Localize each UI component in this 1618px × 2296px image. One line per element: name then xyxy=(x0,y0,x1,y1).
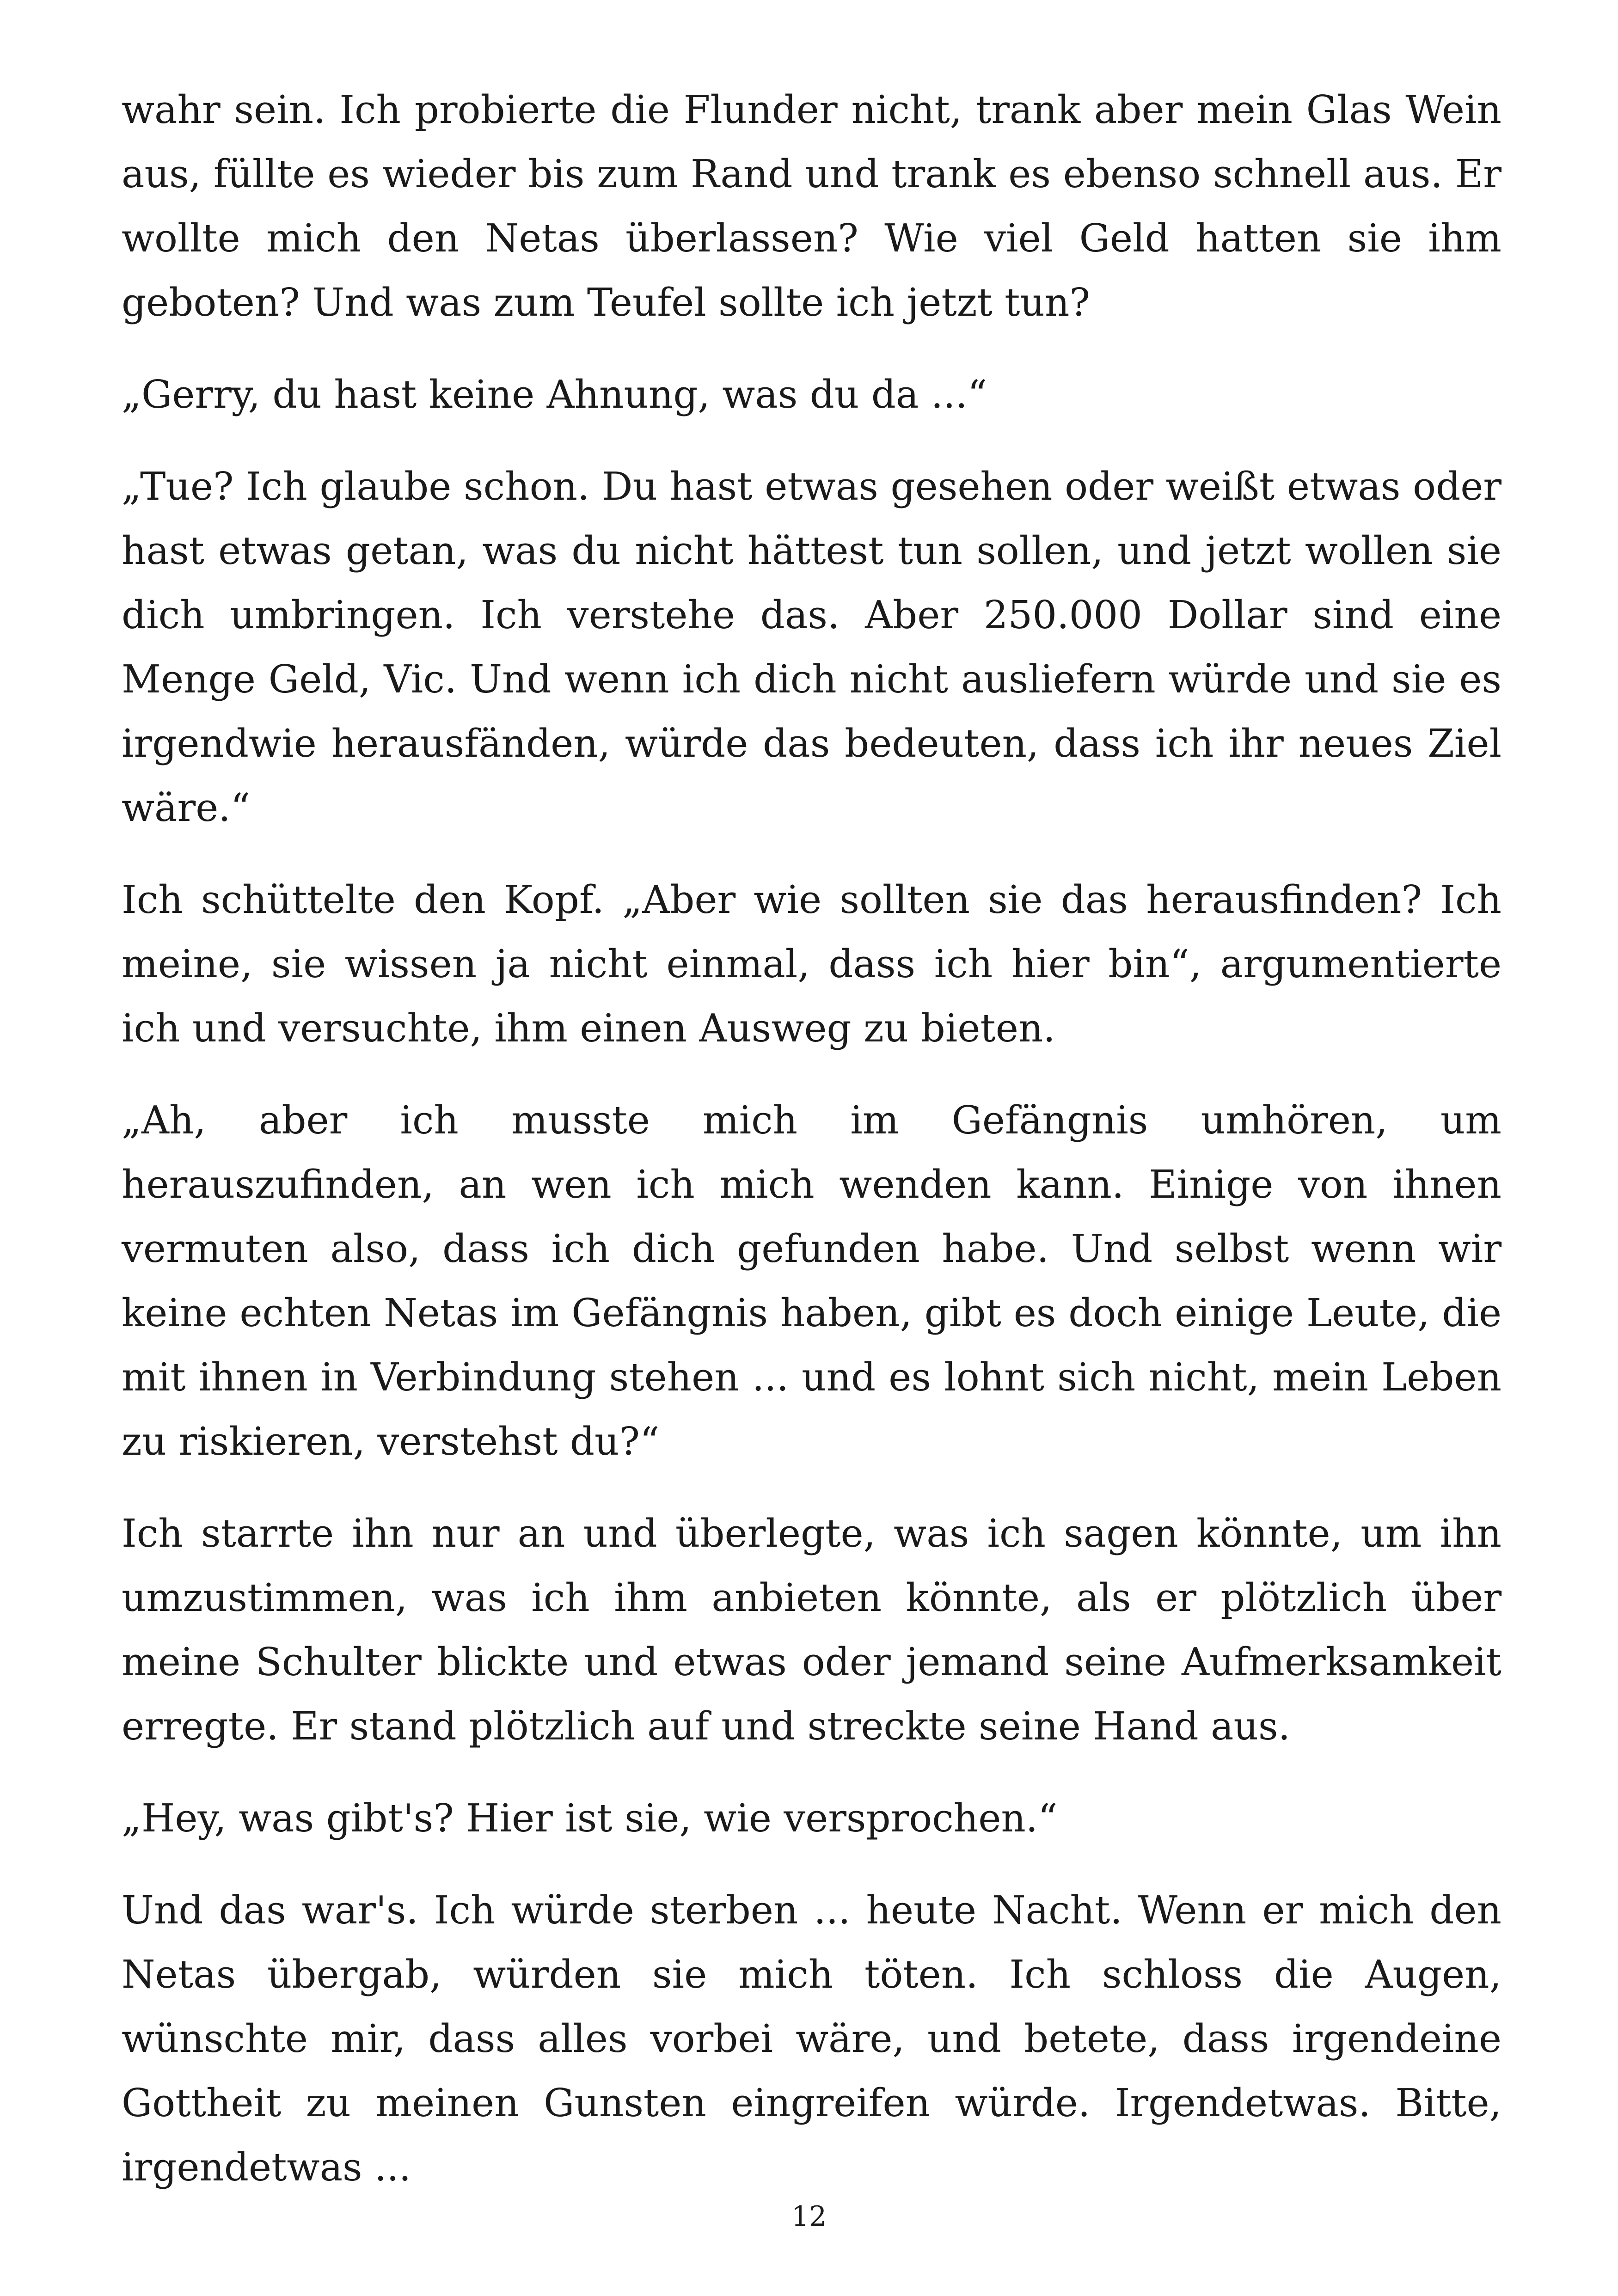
paragraph-8: Und das war's. Ich würde sterben ... heute Nacht. Wenn er mich den Netas übergab, würden sie mich töten. Ich schloss die Augen, wünschte mir, dass alles vorbei wäre, und betete, dass irgendeine Gottheit zu meinen Gunsten eingreifen würde. Irgendetwas. Bitte, irgendetwas ... xyxy=(122,1888,1502,2190)
page-body xyxy=(122,78,1502,2213)
paragraph-2: „Gerry, du hast keine Ahnung, was du da ...“ xyxy=(122,372,987,417)
paragraph-5: „Ah, aber ich musste mich im Gefängnis umhören, um herauszufinden, an wen ich mich wenden kann. Einige von ihnen vermuten also, dass ich dich gefunden habe. Und selbst wenn wir keine echten Netas im Gefängnis haben, gibt es doch einige Leute, die mit ihnen in Verbindung stehen ... und es lohnt sich nicht, mein Leben zu riskieren, verstehst du?“ xyxy=(122,1098,1502,1464)
paragraph-6: Ich starrte ihn nur an und überlegte, was ich sagen könnte, um ihn umzustimmen, was ich ihm anbieten könnte, als er plötzlich über meine Schulter blickte und etwas oder jemand seine Aufmerksamkeit erregte. Er stand plötzlich auf und streckte seine Hand aus. xyxy=(122,1511,1502,1749)
paragraph-7: „Hey, was gibt's? Hier ist sie, wie versprochen.“ xyxy=(122,1796,1058,1841)
paragraph-1: wahr sein. Ich probierte die Flunder nicht, trank aber mein Glas Wein aus, füllte es wieder bis zum Rand und trank es ebenso schnell aus. Er wollte mich den Netas überlassen? Wie viel Geld hatten sie ihm geboten? Und was zum Teufel sollte ich jetzt tun? xyxy=(122,87,1502,325)
page-number: 12 xyxy=(791,2200,827,2233)
paragraph-4: Ich schüttelte den Kopf. „Aber wie sollten sie das herausfinden? Ich meine, sie wissen ja nicht einmal, dass ich hier bin“, argumentierte ich und versuchte, ihm einen Ausweg zu bieten. xyxy=(122,877,1502,1051)
paragraph-3: „Tue? Ich glaube schon. Du hast etwas gesehen oder weißt etwas oder hast etwas getan, was du nicht hättest tun sollen, und jetzt wollen sie dich umbringen. Ich verstehe das. Aber 250.000 Dollar sind eine Menge Geld, Vic. Und wenn ich dich nicht ausliefern würde und sie es irgendwie herausfänden, würde das bedeuten, dass ich ihr neues Ziel wäre.“ xyxy=(122,464,1502,830)
